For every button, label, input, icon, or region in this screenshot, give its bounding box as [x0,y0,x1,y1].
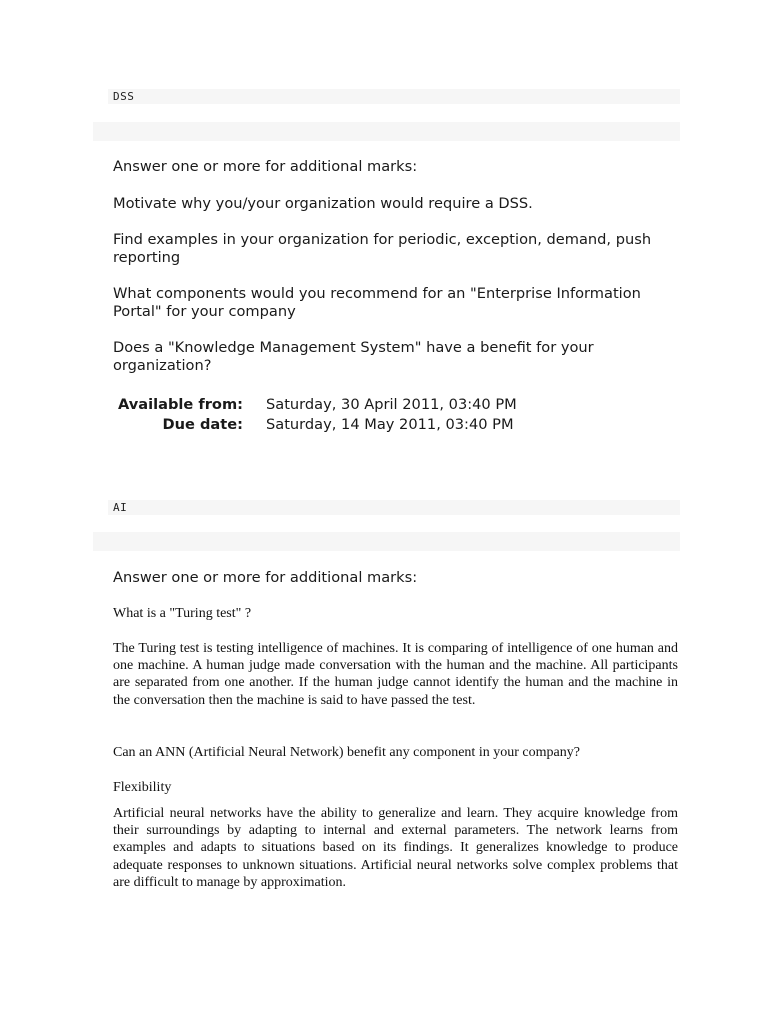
ai-header-band [108,500,680,515]
ai-question-2: Can an ANN (Artificial Neural Network) benefit any component in your company? [113,745,580,760]
ai-question-1: What is a "Turing test" ? [113,606,252,621]
ai-section-title: AI [113,501,128,514]
ai-subheading: Flexibility [113,780,172,795]
dss-dates [113,395,517,435]
available-row [113,395,517,415]
ai-answer-1: The Turing test is testing intelligence of machines. It is comparing of intelligence of one human and one machine. A human judge made conversation with the human and the machine. All participants are separated from one another. If the human judge cannot identify the human and the machine in the conversation then the machine is said to have passed the test. [113,641,678,708]
ai-answer-2: Artificial neural networks have the ability to generalize and learn. They acquire knowledge from their surroundings by adapting to internal and external parameters. The network learns from examples and adapts to situations based on its findings. It generalizes knowledge to produce adequate responses to unknown situations. Artificial neural networks solve complex problems that are difficult to manage by approximation. [113,806,678,890]
dss-question-1: Motivate why you/your organization would require a DSS. [113,195,533,212]
due-row [113,415,517,435]
dss-question-4: Does a "Knowledge Management System" have a benefit for your organization? [113,339,594,374]
dss-header-band [108,89,680,104]
available-value: Saturday, 30 April 2011, 03:40 PM [266,396,517,413]
dss-question-2: Find examples in your organization for periodic, exception, demand, push reporting [113,231,652,266]
dss-question-3: What components would you recommend for an "Enterprise Information Portal" for your company [113,285,641,320]
dss-section-title: DSS [113,90,135,103]
due-value: Saturday, 14 May 2011, 03:40 PM [266,416,514,433]
dss-intro: Answer one or more for additional marks: [113,158,418,175]
ai-intro: Answer one or more for additional marks: [113,569,418,586]
ai-divider-band [93,532,680,551]
available-label: Available from: [117,396,243,413]
dss-divider-band [93,122,680,141]
due-label: Due date: [162,416,243,433]
